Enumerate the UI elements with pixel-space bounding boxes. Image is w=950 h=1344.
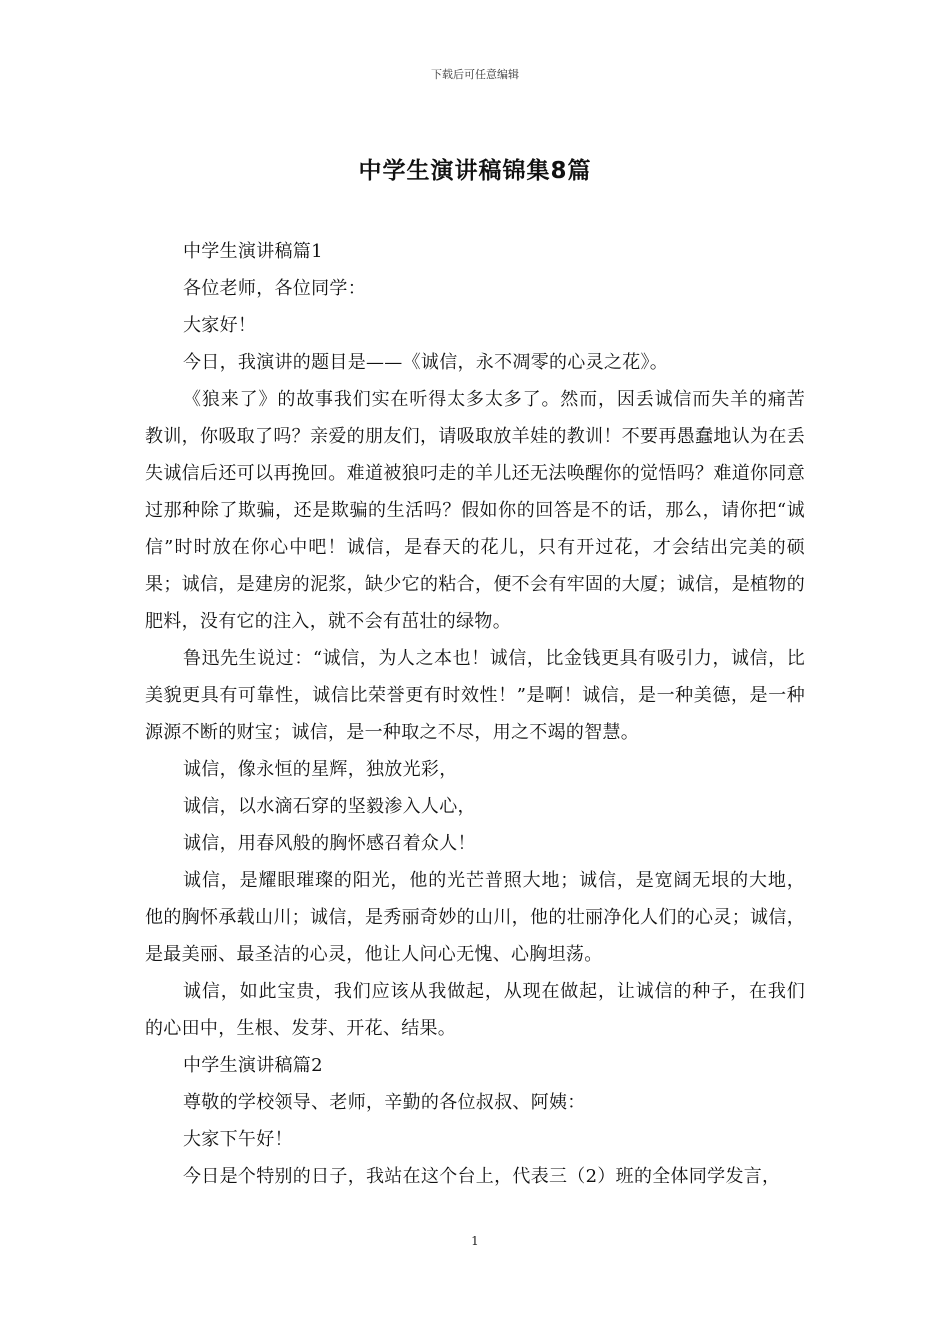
paragraph: 今日，我演讲的题目是——《诚信，永不凋零的心灵之花》。 [183, 352, 669, 373]
section-heading-2: 中学生演讲稿篇2 [183, 1055, 323, 1076]
section-heading-1: 中学生演讲稿篇1 [183, 241, 323, 262]
salutation: 各位老师，各位同学： [183, 278, 366, 299]
document-title: 中学生演讲稿锦集8篇 [358, 158, 592, 184]
paragraph: 鲁迅先生说过：“诚信，为人之本也！诚信，比金钱更具有吸引力，诚信，比美貌更具有可靠性，诚信比荣誉更有时效性！”是啊！诚信，是一种美德，是一种源源不断的财宝；诚信，是一种取之不尽，用之不竭的智慧。 [145, 648, 805, 743]
page-number: 1 [471, 1234, 479, 1248]
paragraph: 诚信，是耀眼璀璨的阳光，他的光芒普照大地；诚信，是宽阔无垠的大地，他的胸怀承载山川；诚信，是秀丽奇妙的山川，他的壮丽净化人们的心灵；诚信，是最美丽、最圣洁的心灵，他让人问心无愧、心胸坦荡。 [145, 870, 805, 965]
paragraph: 诚信，以水滴石穿的坚毅渗入人心， [183, 796, 476, 817]
salutation: 尊敬的学校领导、老师，辛勤的各位叔叔、阿姨： [183, 1092, 586, 1113]
header-note: 下载后可任意编辑 [431, 68, 519, 81]
greeting: 大家好！ [183, 315, 257, 336]
paragraph: 诚信，像永恒的星辉，独放光彩， [183, 759, 458, 780]
greeting: 大家下午好！ [183, 1129, 293, 1150]
paragraph: 诚信，用春风般的胸怀感召着众人！ [183, 833, 476, 854]
paragraph: 诚信，如此宝贵，我们应该从我做起，从现在做起，让诚信的种子，在我们的心田中，生根、发芽、开花、结果。 [145, 981, 805, 1039]
paragraph: 《狼来了》的故事我们实在听得太多太多了。然而，因丢诚信而失羊的痛苦教训，你吸取了吗？亲爱的朋友们，请吸取放羊娃的教训！不要再愚蠢地认为在丢失诚信后还可以再挽回。难道被狼叼走的羊儿还无法唤醒你的觉悟吗？难道你同意过那种除了欺骗，还是欺骗的生活吗？假如你的回答是不的话，那么，请你把“诚信”时时放在你心中吧！诚信，是春天的花儿，只有开过花，才会结出完美的硕果；诚信，是建房的泥浆，缺少它的粘合，便不会有牢固的大厦；诚信，是植物的肥料，没有它的注入，就不会有茁壮的绿物。 [145, 389, 805, 632]
document-body [145, 233, 805, 1195]
paragraph: 今日是个特别的日子，我站在这个台上，代表三（2）班的全体同学发言， [183, 1166, 781, 1187]
